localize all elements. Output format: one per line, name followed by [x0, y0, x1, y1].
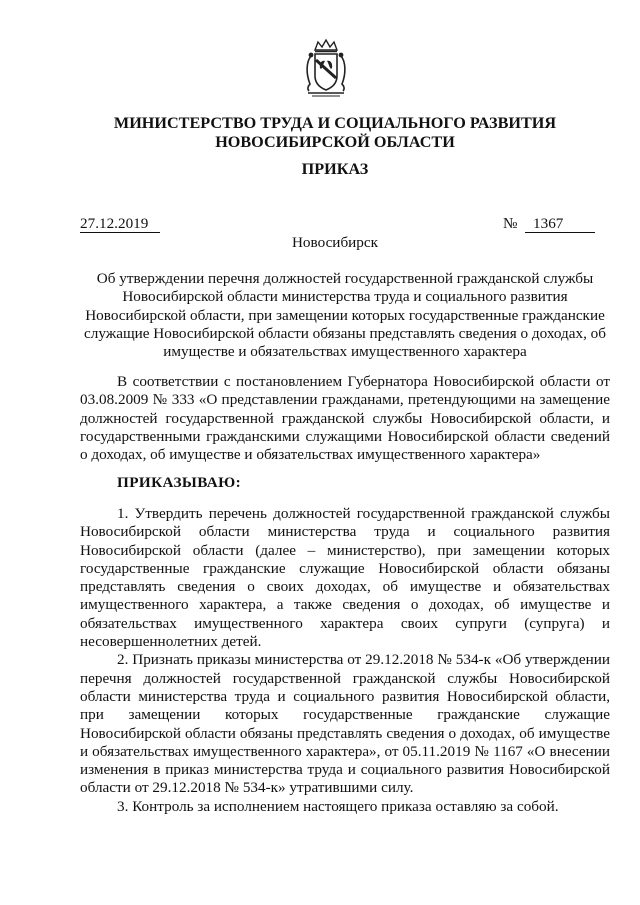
order-items	[80, 505, 610, 816]
document-date: 27.12.2019	[80, 215, 160, 233]
ministry-header	[80, 114, 590, 152]
number-sign: №	[503, 215, 518, 232]
order-item-3: 3. Контроль за исполнением настоящего приказа оставляю за собой.	[117, 797, 559, 815]
ministry-name-line1: МИНИСТЕРСТВО ТРУДА И СОЦИАЛЬНОГО РАЗВИТИЯ	[113, 114, 557, 132]
document-city: Новосибирск	[291, 234, 379, 251]
document-subject: Об утверждении перечня должностей государственной гражданской службы Новосибирской области министерства труда и социального развития Новосибирской области, при замещении которых государственные гражданские служащие Новосибирской области обязаны представлять сведения о доходах, об имуществе и обязательствах имущественного характера	[84, 270, 606, 361]
document-type-title: ПРИКАЗ	[301, 160, 369, 178]
coat-of-arms-icon	[302, 38, 350, 98]
ministry-name-line2: НОВОСИБИРСКОЙ ОБЛАСТИ	[215, 133, 455, 151]
order-item-2: 2. Признать приказы министерства от 29.12.2018 № 534-к «Об утверждении перечня должностей государственной гражданской службы Новосибирской области министерства труда и социального развития Новосибирской области, при замещении которых государственные гражданские служащие Новосибирской области обязаны представлять сведения о доходах, об имуществе и обязательствах имущественного характера», от 05.11.2019 № 1167 «О внесении изменения в приказ министерства труда и социального развития Новосибирской области от 29.12.2018 № 534-к» утратившими силу.	[80, 651, 610, 797]
document-number	[503, 215, 595, 233]
order-item-1: 1. Утвердить перечень должностей государственной гражданской службы Новосибирской области министерства труда и социального развития Новосибирской области (далее – министерство), при замещении которых государственные гражданские служащие Новосибирской области обязаны представлять сведения о своих доходах, об имуществе и обязательствах имущественного характера, а также сведения о доходах, об имуществе и обязательствах имущественного характера своих супруги (супруга) и несовершеннолетних детей.	[80, 505, 610, 651]
number-value: 1367	[525, 215, 595, 233]
document-basis-paragraph: В соответствии с постановлением Губернатора Новосибирской области от 03.08.2009 № 333 «О представлении гражданами, претендующими на замещение должностей государственной гражданской службы Новосибирской области, и государственными гражданскими служащими Новосибирской области сведений о доходах, об имуществе и обязательствах имущественного характера»	[80, 373, 610, 464]
order-directive: ПРИКАЗЫВАЮ:	[117, 474, 242, 491]
